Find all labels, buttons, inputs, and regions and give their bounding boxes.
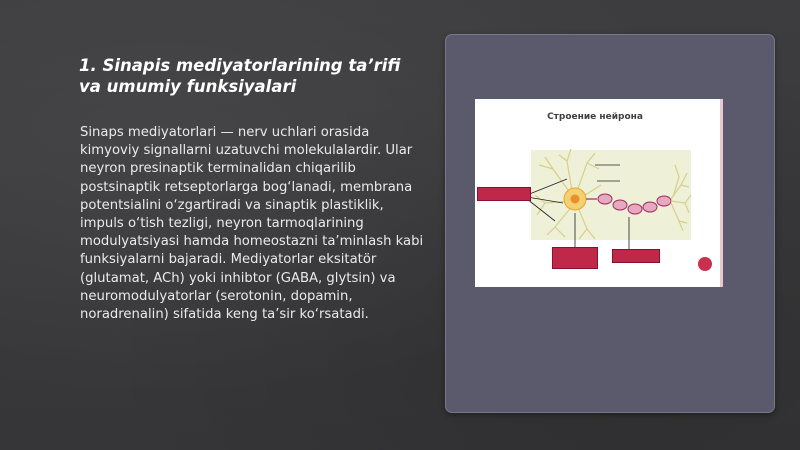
slide-body-text: Sinaps mediyatorlari — nerv uchlari orasida kimyoviy signallarni uzatuvchi molekulalardir. Ular neyron presinaptik terminalidan chiqarilib postsinaptik retseptorlarga bog‘lanadi, membrana potentsialini o‘zgartiradi va sinaptik plastiklik, impuls o‘tish tezligi, neyron tarmoqlarining modulyatsiyasi hamda homeostazni ta’minlash kabi funksiyalarni bajaradi. Mediyatorlar eksitatör (glutamat, ACh) yoki inhibtor (GABA, glytsin) va neuromodulyatorlar (serotonin, dopamin, noradrenalin) sifatida keng ta’sir ko‘rsatadi. [80, 125, 424, 323]
axon-label [612, 249, 660, 263]
myelin-sheath [598, 194, 671, 214]
accent-dot [698, 257, 712, 271]
dendrites-label [477, 187, 531, 201]
figure-title: Строение нейрона [547, 112, 643, 122]
cell-body-label [552, 247, 598, 269]
neuron-figure [475, 99, 723, 287]
slide-title: 1. Sinapis mediyatorlarining ta’rifi va umumiy funksiyalari [79, 56, 401, 96]
nucleus [571, 195, 580, 204]
axon-terminals [671, 165, 691, 231]
